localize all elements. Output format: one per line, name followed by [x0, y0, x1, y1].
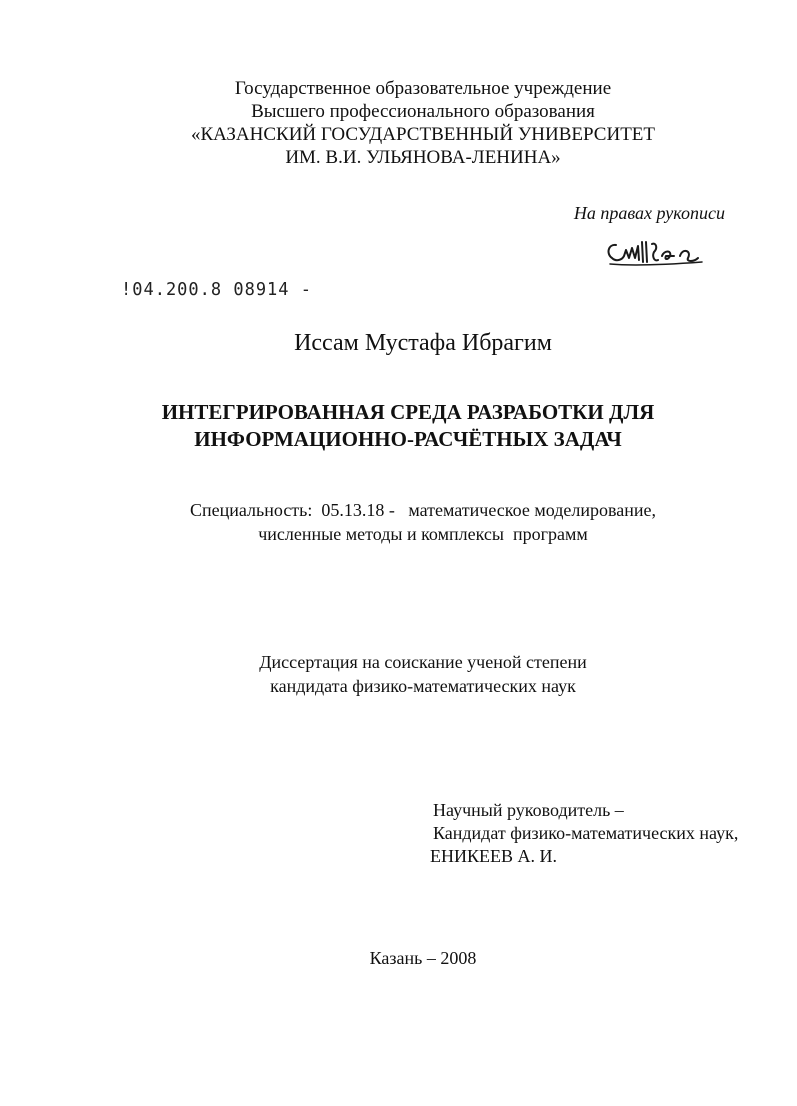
specialty-line-1: Специальность: 05.13.18 - математическое моделирование,	[190, 500, 656, 520]
institution-line-4: ИМ. В.И. УЛЬЯНОВА-ЛЕНИНА»	[285, 147, 561, 168]
signature-icon	[602, 236, 712, 272]
supervisor-name: ЕНИКЕЕВ А. И.	[430, 846, 557, 866]
degree-line-1: Диссертация на соискание ученой степени	[259, 652, 587, 672]
city-year: Казань – 2008	[369, 948, 477, 968]
degree-block	[0, 650, 797, 698]
institution-block	[0, 77, 797, 169]
archive-stamp-number: !04.200.8 08914 -	[121, 279, 312, 301]
supervisor-heading: Научный руководитель –	[433, 800, 624, 820]
rights-note: На правах рукописи	[573, 203, 725, 223]
specialty-line-2: численные методы и комплексы программ	[258, 524, 588, 544]
dissertation-title	[0, 399, 797, 453]
title-line-1: ИНТЕГРИРОВАННАЯ СРЕДА РАЗРАБОТКИ ДЛЯ	[161, 400, 655, 424]
specialty-block	[0, 498, 797, 546]
author-name: Иссам Мустафа Ибрагим	[294, 330, 552, 356]
supervisor-degree: Кандидат физико-математических наук,	[433, 823, 739, 843]
institution-line-1: Государственное образовательное учреждение	[234, 78, 612, 99]
title-line-2: ИНФОРМАЦИОННО-РАСЧЁТНЫХ ЗАДАЧ	[194, 427, 622, 451]
institution-line-3: «КАЗАНСКИЙ ГОСУДАРСТВЕННЫЙ УНИВЕРСИТЕТ	[190, 124, 656, 145]
institution-line-2: Высшего профессионального образования	[251, 101, 595, 122]
degree-line-2: кандидата физико-математических наук	[270, 676, 576, 696]
